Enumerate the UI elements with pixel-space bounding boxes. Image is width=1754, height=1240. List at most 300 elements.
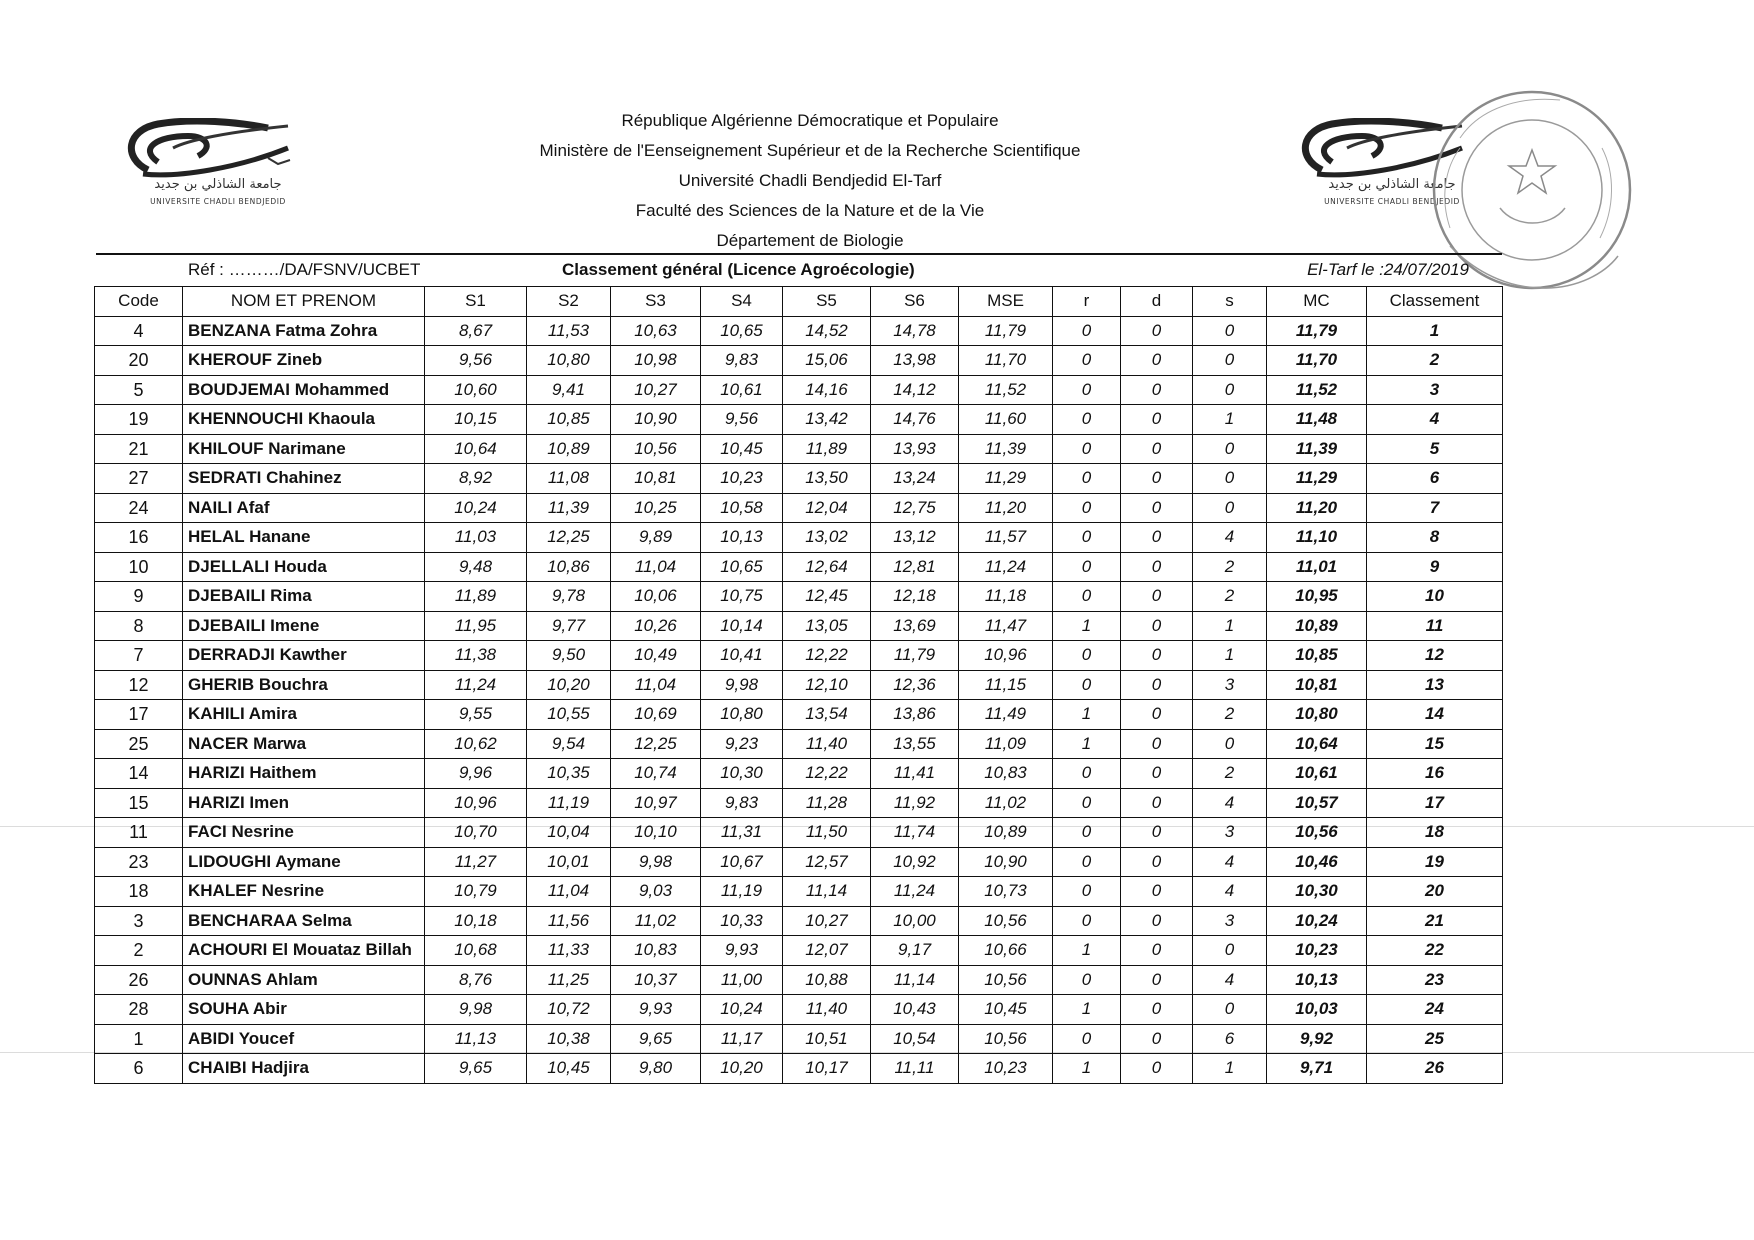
cell-d: 0 bbox=[1121, 729, 1193, 759]
column-header-s5: S5 bbox=[783, 287, 871, 317]
cell-s6: 13,24 bbox=[871, 464, 959, 494]
column-header-code: Code bbox=[95, 287, 183, 317]
cell-s: 0 bbox=[1193, 375, 1267, 405]
cell-code: 24 bbox=[95, 493, 183, 523]
cell-s6: 13,69 bbox=[871, 611, 959, 641]
cell-s3: 10,56 bbox=[611, 434, 701, 464]
cell-code: 12 bbox=[95, 670, 183, 700]
cell-mse: 10,23 bbox=[959, 1054, 1053, 1084]
cell-d: 0 bbox=[1121, 346, 1193, 376]
cell-s3: 9,80 bbox=[611, 1054, 701, 1084]
cell-s5: 13,54 bbox=[783, 700, 871, 730]
cell-s4: 10,58 bbox=[701, 493, 783, 523]
cell-code: 11 bbox=[95, 818, 183, 848]
cell-mse: 10,89 bbox=[959, 818, 1053, 848]
table-row bbox=[95, 965, 1503, 995]
cell-d: 0 bbox=[1121, 995, 1193, 1025]
cell-mse: 11,09 bbox=[959, 729, 1053, 759]
cell-s: 6 bbox=[1193, 1024, 1267, 1054]
cell-s5: 10,27 bbox=[783, 906, 871, 936]
cell-s6: 14,12 bbox=[871, 375, 959, 405]
cell-s4: 10,41 bbox=[701, 641, 783, 671]
cell-r: 1 bbox=[1053, 995, 1121, 1025]
cell-mse: 11,24 bbox=[959, 552, 1053, 582]
cell-mc: 11,10 bbox=[1267, 523, 1367, 553]
cell-code: 26 bbox=[95, 965, 183, 995]
cell-mc: 10,57 bbox=[1267, 788, 1367, 818]
cell-name: HARIZI Haithem bbox=[183, 759, 425, 789]
cell-mc: 10,30 bbox=[1267, 877, 1367, 907]
cell-mc: 10,23 bbox=[1267, 936, 1367, 966]
cell-mse: 11,39 bbox=[959, 434, 1053, 464]
cell-mc: 11,20 bbox=[1267, 493, 1367, 523]
cell-mse: 10,90 bbox=[959, 847, 1053, 877]
cell-s: 0 bbox=[1193, 493, 1267, 523]
cell-s: 1 bbox=[1193, 1054, 1267, 1084]
cell-mc: 11,01 bbox=[1267, 552, 1367, 582]
cell-code: 16 bbox=[95, 523, 183, 553]
column-header-r: r bbox=[1053, 287, 1121, 317]
cell-d: 0 bbox=[1121, 523, 1193, 553]
cell-s1: 9,65 bbox=[425, 1054, 527, 1084]
cell-s3: 9,89 bbox=[611, 523, 701, 553]
cell-s1: 9,48 bbox=[425, 552, 527, 582]
column-header-name: NOM ET PRENOM bbox=[183, 287, 425, 317]
cell-d: 0 bbox=[1121, 641, 1193, 671]
cell-s6: 11,41 bbox=[871, 759, 959, 789]
cell-s4: 9,83 bbox=[701, 346, 783, 376]
cell-s1: 9,55 bbox=[425, 700, 527, 730]
cell-classement: 21 bbox=[1367, 906, 1503, 936]
cell-code: 7 bbox=[95, 641, 183, 671]
cell-s5: 11,14 bbox=[783, 877, 871, 907]
cell-s: 0 bbox=[1193, 995, 1267, 1025]
cell-s1: 10,24 bbox=[425, 493, 527, 523]
cell-s3: 11,04 bbox=[611, 670, 701, 700]
column-header-s1: S1 bbox=[425, 287, 527, 317]
table-row bbox=[95, 493, 1503, 523]
cell-s1: 8,67 bbox=[425, 316, 527, 346]
logo-arabic-wordmark: جامعة الشاذلي بن جديد bbox=[1328, 177, 1456, 192]
cell-name: FACI Nesrine bbox=[183, 818, 425, 848]
cell-s1: 10,18 bbox=[425, 906, 527, 936]
cell-name: KHILOUF Narimane bbox=[183, 434, 425, 464]
table-row bbox=[95, 818, 1503, 848]
place-date: El-Tarf le :24/07/2019 bbox=[1307, 260, 1469, 279]
cell-s4: 11,19 bbox=[701, 877, 783, 907]
cell-s3: 10,63 bbox=[611, 316, 701, 346]
cell-code: 20 bbox=[95, 346, 183, 376]
cell-code: 2 bbox=[95, 936, 183, 966]
cell-s5: 11,40 bbox=[783, 729, 871, 759]
cell-s4: 11,17 bbox=[701, 1024, 783, 1054]
cell-s5: 13,42 bbox=[783, 405, 871, 435]
column-header-d: d bbox=[1121, 287, 1193, 317]
cell-s: 4 bbox=[1193, 523, 1267, 553]
cell-d: 0 bbox=[1121, 552, 1193, 582]
cell-name: KHEROUF Zineb bbox=[183, 346, 425, 376]
cell-r: 1 bbox=[1053, 936, 1121, 966]
cell-r: 0 bbox=[1053, 316, 1121, 346]
cell-s5: 11,40 bbox=[783, 995, 871, 1025]
cell-name: HELAL Hanane bbox=[183, 523, 425, 553]
cell-s5: 12,64 bbox=[783, 552, 871, 582]
cell-s: 2 bbox=[1193, 582, 1267, 612]
column-header-mc: MC bbox=[1267, 287, 1367, 317]
cell-s2: 11,04 bbox=[527, 877, 611, 907]
cell-r: 1 bbox=[1053, 1054, 1121, 1084]
cell-s: 0 bbox=[1193, 346, 1267, 376]
cell-mse: 11,20 bbox=[959, 493, 1053, 523]
cell-mse: 11,79 bbox=[959, 316, 1053, 346]
cell-r: 0 bbox=[1053, 965, 1121, 995]
cell-r: 0 bbox=[1053, 493, 1121, 523]
table-header-row bbox=[95, 287, 1503, 317]
cell-d: 0 bbox=[1121, 759, 1193, 789]
cell-s5: 12,22 bbox=[783, 641, 871, 671]
cell-name: LIDOUGHI Aymane bbox=[183, 847, 425, 877]
cell-d: 0 bbox=[1121, 405, 1193, 435]
cell-s1: 11,38 bbox=[425, 641, 527, 671]
cell-s4: 10,65 bbox=[701, 316, 783, 346]
cell-r: 1 bbox=[1053, 700, 1121, 730]
cell-name: BENZANA Fatma Zohra bbox=[183, 316, 425, 346]
cell-s2: 10,38 bbox=[527, 1024, 611, 1054]
cell-d: 0 bbox=[1121, 965, 1193, 995]
cell-code: 3 bbox=[95, 906, 183, 936]
cell-d: 0 bbox=[1121, 1024, 1193, 1054]
cell-s6: 12,18 bbox=[871, 582, 959, 612]
cell-s1: 8,92 bbox=[425, 464, 527, 494]
cell-s3: 10,98 bbox=[611, 346, 701, 376]
cell-s: 4 bbox=[1193, 877, 1267, 907]
table-row bbox=[95, 641, 1503, 671]
table-row bbox=[95, 906, 1503, 936]
header-divider bbox=[96, 253, 1502, 255]
table-row bbox=[95, 523, 1503, 553]
cell-code: 6 bbox=[95, 1054, 183, 1084]
document-title: Classement général (Licence Agroécologie) bbox=[562, 260, 915, 279]
cell-s6: 13,98 bbox=[871, 346, 959, 376]
cell-code: 28 bbox=[95, 995, 183, 1025]
table-row bbox=[95, 405, 1503, 435]
cell-code: 23 bbox=[95, 847, 183, 877]
cell-mse: 11,70 bbox=[959, 346, 1053, 376]
cell-s3: 12,25 bbox=[611, 729, 701, 759]
cell-name: GHERIB Bouchra bbox=[183, 670, 425, 700]
cell-mse: 11,02 bbox=[959, 788, 1053, 818]
cell-mse: 11,15 bbox=[959, 670, 1053, 700]
column-header-s4: S4 bbox=[701, 287, 783, 317]
cell-s4: 10,14 bbox=[701, 611, 783, 641]
cell-classement: 16 bbox=[1367, 759, 1503, 789]
cell-s2: 9,77 bbox=[527, 611, 611, 641]
cell-s: 3 bbox=[1193, 670, 1267, 700]
table-row bbox=[95, 375, 1503, 405]
cell-s: 2 bbox=[1193, 700, 1267, 730]
table-row bbox=[95, 729, 1503, 759]
cell-r: 0 bbox=[1053, 464, 1121, 494]
cell-s1: 11,03 bbox=[425, 523, 527, 553]
cell-s5: 14,16 bbox=[783, 375, 871, 405]
document-header bbox=[420, 106, 1200, 256]
cell-mse: 10,66 bbox=[959, 936, 1053, 966]
cell-code: 8 bbox=[95, 611, 183, 641]
cell-mc: 11,70 bbox=[1267, 346, 1367, 376]
cell-s3: 10,83 bbox=[611, 936, 701, 966]
cell-s6: 9,17 bbox=[871, 936, 959, 966]
cell-mse: 11,49 bbox=[959, 700, 1053, 730]
cell-r: 0 bbox=[1053, 523, 1121, 553]
cell-name: ACHOURI El Mouataz Billah bbox=[183, 936, 425, 966]
cell-s6: 10,43 bbox=[871, 995, 959, 1025]
column-header-s: s bbox=[1193, 287, 1267, 317]
cell-r: 1 bbox=[1053, 611, 1121, 641]
cell-s5: 11,89 bbox=[783, 434, 871, 464]
cell-s1: 9,56 bbox=[425, 346, 527, 376]
cell-d: 0 bbox=[1121, 877, 1193, 907]
cell-s2: 11,39 bbox=[527, 493, 611, 523]
table-row bbox=[95, 700, 1503, 730]
cell-s4: 10,67 bbox=[701, 847, 783, 877]
cell-mse: 10,96 bbox=[959, 641, 1053, 671]
cell-s5: 12,04 bbox=[783, 493, 871, 523]
cell-classement: 9 bbox=[1367, 552, 1503, 582]
cell-s1: 10,15 bbox=[425, 405, 527, 435]
cell-s6: 12,36 bbox=[871, 670, 959, 700]
cell-classement: 5 bbox=[1367, 434, 1503, 464]
table-row bbox=[95, 316, 1503, 346]
cell-s3: 10,10 bbox=[611, 818, 701, 848]
cell-mse: 10,73 bbox=[959, 877, 1053, 907]
cell-s4: 10,20 bbox=[701, 1054, 783, 1084]
cell-d: 0 bbox=[1121, 611, 1193, 641]
cell-s3: 9,98 bbox=[611, 847, 701, 877]
cell-mse: 11,18 bbox=[959, 582, 1053, 612]
cell-s4: 10,30 bbox=[701, 759, 783, 789]
cell-s6: 11,92 bbox=[871, 788, 959, 818]
cell-mc: 11,39 bbox=[1267, 434, 1367, 464]
table-row bbox=[95, 611, 1503, 641]
cell-s4: 9,56 bbox=[701, 405, 783, 435]
cell-r: 0 bbox=[1053, 877, 1121, 907]
cell-r: 1 bbox=[1053, 729, 1121, 759]
cell-r: 0 bbox=[1053, 818, 1121, 848]
cell-s1: 10,62 bbox=[425, 729, 527, 759]
cell-r: 0 bbox=[1053, 759, 1121, 789]
cell-code: 25 bbox=[95, 729, 183, 759]
cell-name: KHALEF Nesrine bbox=[183, 877, 425, 907]
cell-s4: 10,80 bbox=[701, 700, 783, 730]
cell-s: 2 bbox=[1193, 552, 1267, 582]
cell-s2: 11,53 bbox=[527, 316, 611, 346]
column-header-s3: S3 bbox=[611, 287, 701, 317]
cell-s5: 12,57 bbox=[783, 847, 871, 877]
cell-s2: 12,25 bbox=[527, 523, 611, 553]
cell-s4: 9,83 bbox=[701, 788, 783, 818]
cell-s4: 10,23 bbox=[701, 464, 783, 494]
cell-code: 15 bbox=[95, 788, 183, 818]
cell-r: 0 bbox=[1053, 434, 1121, 464]
cell-classement: 8 bbox=[1367, 523, 1503, 553]
cell-s2: 10,55 bbox=[527, 700, 611, 730]
cell-s3: 10,81 bbox=[611, 464, 701, 494]
cell-d: 0 bbox=[1121, 670, 1193, 700]
cell-s3: 10,74 bbox=[611, 759, 701, 789]
cell-s2: 10,85 bbox=[527, 405, 611, 435]
cell-s1: 11,13 bbox=[425, 1024, 527, 1054]
cell-s6: 14,78 bbox=[871, 316, 959, 346]
cell-s: 4 bbox=[1193, 847, 1267, 877]
cell-classement: 25 bbox=[1367, 1024, 1503, 1054]
cell-classement: 26 bbox=[1367, 1054, 1503, 1084]
table-row bbox=[95, 936, 1503, 966]
cell-s2: 10,45 bbox=[527, 1054, 611, 1084]
cell-s5: 12,07 bbox=[783, 936, 871, 966]
table-row bbox=[95, 552, 1503, 582]
cell-s3: 10,06 bbox=[611, 582, 701, 612]
cell-s: 0 bbox=[1193, 729, 1267, 759]
cell-s4: 11,00 bbox=[701, 965, 783, 995]
cell-classement: 10 bbox=[1367, 582, 1503, 612]
cell-code: 9 bbox=[95, 582, 183, 612]
cell-mc: 10,95 bbox=[1267, 582, 1367, 612]
cell-classement: 19 bbox=[1367, 847, 1503, 877]
cell-s6: 13,86 bbox=[871, 700, 959, 730]
cell-s5: 10,88 bbox=[783, 965, 871, 995]
cell-r: 0 bbox=[1053, 670, 1121, 700]
cell-s: 0 bbox=[1193, 434, 1267, 464]
cell-r: 0 bbox=[1053, 906, 1121, 936]
cell-name: NACER Marwa bbox=[183, 729, 425, 759]
cell-name: SOUHA Abir bbox=[183, 995, 425, 1025]
cell-mc: 10,03 bbox=[1267, 995, 1367, 1025]
cell-classement: 24 bbox=[1367, 995, 1503, 1025]
cell-s3: 9,93 bbox=[611, 995, 701, 1025]
cell-s: 0 bbox=[1193, 464, 1267, 494]
cell-s5: 12,45 bbox=[783, 582, 871, 612]
cell-d: 0 bbox=[1121, 906, 1193, 936]
cell-s5: 10,51 bbox=[783, 1024, 871, 1054]
cell-s2: 10,86 bbox=[527, 552, 611, 582]
cell-s6: 12,75 bbox=[871, 493, 959, 523]
cell-name: HARIZI Imen bbox=[183, 788, 425, 818]
cell-name: DJELLALI Houda bbox=[183, 552, 425, 582]
cell-d: 0 bbox=[1121, 700, 1193, 730]
column-header-s2: S2 bbox=[527, 287, 611, 317]
cell-s2: 10,35 bbox=[527, 759, 611, 789]
cell-r: 0 bbox=[1053, 582, 1121, 612]
cell-mse: 10,83 bbox=[959, 759, 1053, 789]
cell-r: 0 bbox=[1053, 847, 1121, 877]
cell-d: 0 bbox=[1121, 788, 1193, 818]
cell-mc: 11,29 bbox=[1267, 464, 1367, 494]
cell-name: BENCHARAA Selma bbox=[183, 906, 425, 936]
cell-classement: 14 bbox=[1367, 700, 1503, 730]
cell-s: 3 bbox=[1193, 818, 1267, 848]
cell-d: 0 bbox=[1121, 434, 1193, 464]
cell-d: 0 bbox=[1121, 1054, 1193, 1084]
cell-d: 0 bbox=[1121, 464, 1193, 494]
cell-mc: 10,81 bbox=[1267, 670, 1367, 700]
cell-s6: 13,55 bbox=[871, 729, 959, 759]
cell-r: 0 bbox=[1053, 552, 1121, 582]
cell-mc: 10,24 bbox=[1267, 906, 1367, 936]
cell-s1: 8,76 bbox=[425, 965, 527, 995]
cell-s2: 9,54 bbox=[527, 729, 611, 759]
cell-mse: 11,60 bbox=[959, 405, 1053, 435]
table-row bbox=[95, 847, 1503, 877]
cell-mc: 10,13 bbox=[1267, 965, 1367, 995]
cell-classement: 2 bbox=[1367, 346, 1503, 376]
cell-classement: 6 bbox=[1367, 464, 1503, 494]
cell-s2: 11,33 bbox=[527, 936, 611, 966]
cell-mse: 11,47 bbox=[959, 611, 1053, 641]
cell-classement: 13 bbox=[1367, 670, 1503, 700]
cell-s6: 10,54 bbox=[871, 1024, 959, 1054]
cell-s2: 10,01 bbox=[527, 847, 611, 877]
cell-d: 0 bbox=[1121, 493, 1193, 523]
header-university: Université Chadli Bendjedid El-Tarf bbox=[678, 171, 942, 190]
logo-arabic-wordmark: جامعة الشاذلي بن جديد bbox=[154, 177, 282, 192]
cell-name: OUNNAS Ahlam bbox=[183, 965, 425, 995]
cell-r: 0 bbox=[1053, 641, 1121, 671]
column-header-s6: S6 bbox=[871, 287, 959, 317]
table-row bbox=[95, 670, 1503, 700]
logo-latin-wordmark: UNIVERSITE CHADLI BENDJEDID bbox=[1324, 197, 1460, 206]
cell-classement: 17 bbox=[1367, 788, 1503, 818]
cell-s2: 10,89 bbox=[527, 434, 611, 464]
cell-s1: 10,70 bbox=[425, 818, 527, 848]
cell-s4: 9,93 bbox=[701, 936, 783, 966]
cell-mc: 10,64 bbox=[1267, 729, 1367, 759]
cell-s1: 11,27 bbox=[425, 847, 527, 877]
header-ministry: Ministère de l'Eenseignement Supérieur et de la Recherche Scientifique bbox=[539, 141, 1081, 160]
cell-classement: 11 bbox=[1367, 611, 1503, 641]
cell-s1: 11,89 bbox=[425, 582, 527, 612]
cell-code: 18 bbox=[95, 877, 183, 907]
table-row bbox=[95, 788, 1503, 818]
cell-s2: 11,08 bbox=[527, 464, 611, 494]
ranking-table bbox=[94, 286, 1503, 1084]
cell-s: 0 bbox=[1193, 316, 1267, 346]
cell-s6: 11,11 bbox=[871, 1054, 959, 1084]
cell-s2: 11,56 bbox=[527, 906, 611, 936]
cell-s3: 9,65 bbox=[611, 1024, 701, 1054]
cell-s6: 11,14 bbox=[871, 965, 959, 995]
cell-s5: 13,50 bbox=[783, 464, 871, 494]
cell-d: 0 bbox=[1121, 936, 1193, 966]
cell-mse: 11,52 bbox=[959, 375, 1053, 405]
cell-s1: 10,96 bbox=[425, 788, 527, 818]
cell-d: 0 bbox=[1121, 847, 1193, 877]
table-row bbox=[95, 1054, 1503, 1084]
cell-s6: 13,93 bbox=[871, 434, 959, 464]
cell-mc: 10,85 bbox=[1267, 641, 1367, 671]
cell-name: KAHILI Amira bbox=[183, 700, 425, 730]
cell-code: 4 bbox=[95, 316, 183, 346]
table-body bbox=[95, 316, 1503, 1083]
cell-s5: 15,06 bbox=[783, 346, 871, 376]
cell-s1: 9,98 bbox=[425, 995, 527, 1025]
cell-s3: 10,97 bbox=[611, 788, 701, 818]
cell-mse: 10,56 bbox=[959, 1024, 1053, 1054]
cell-s1: 9,96 bbox=[425, 759, 527, 789]
cell-s: 4 bbox=[1193, 965, 1267, 995]
cell-s1: 11,95 bbox=[425, 611, 527, 641]
cell-s3: 10,69 bbox=[611, 700, 701, 730]
cell-classement: 20 bbox=[1367, 877, 1503, 907]
